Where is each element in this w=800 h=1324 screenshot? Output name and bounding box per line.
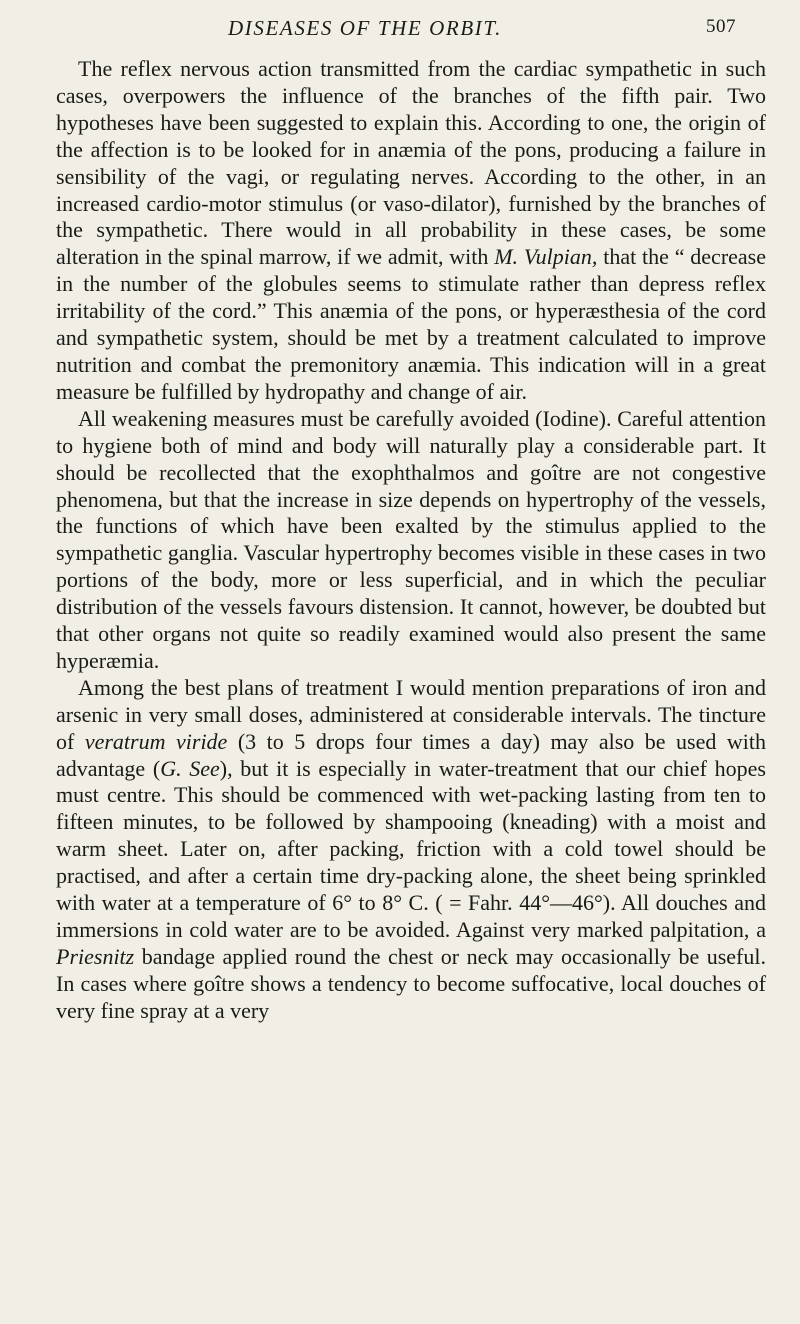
text-run: Among the best plans of treatment I would mention preparations of iron and arsenic in very small doses, administered at considerable intervals. The tincture of — [56, 674, 766, 754]
author-name: Priesnitz — [56, 943, 135, 969]
paragraph-2 — [56, 406, 766, 675]
page-number: 507 — [706, 16, 736, 37]
author-name: G. See — [160, 755, 220, 781]
text-run: The reflex nervous action transmitted from the cardiac sympathetic in such cases, overpowers the influence of the branches of the fifth pair. Two hypotheses have been suggested to explain this. According to one, the origin of the affection is to be looked for in anæmia of the pons, producing a failure in sensibility of the vagi, or regulating nerves. According to the other, in an increased cardio-motor stimulus (or vaso-dilator), furnished by the branches of the sympathetic. There would in all probability in these cases, be some alteration in the spinal marrow, if we admit, with — [56, 56, 766, 270]
text-run: All weakening measures must be carefully avoided (Iodine). Careful attention to hygiene both of mind and body will naturally play a considerable part. It should be recollected that the exophthalmos and goître are not congestive phenomena, but that the increase in size depends on hypertrophy of the vessels, the functions of which have been exalted by the stimulus applied to the sympathetic ganglia. Vascular hypertrophy becomes visible in these cases in two portions of the body, more or less superficial, and in which the peculiar distribution of the vessels favours distension. It cannot, however, be doubted but that other organs not quite so readily examined would also present the same hyperæmia. — [56, 405, 766, 673]
drug-name: veratrum viride — [84, 728, 228, 754]
body-text — [56, 56, 766, 1025]
running-title: DISEASES OF THE ORBIT. — [228, 16, 502, 40]
running-header — [0, 16, 800, 46]
paragraph-1 — [56, 56, 766, 406]
author-name: M. Vulpian, — [494, 244, 598, 270]
text-run: bandage applied round the chest or neck may occasionally be useful. In cases where goître shows a tendency to become suffocative, local douches of very fine spray at a very — [56, 943, 766, 1023]
paragraph-3 — [56, 675, 766, 1025]
text-run: that the “ decrease in the number of the globules seems to stimulate rather than depress reflex irritability of the cord.” This anæmia of the pons, or hyperæsthesia of the cord and sympathetic system, should be met by a treatment calculated to improve nutrition and combat the premonitory anæmia. This indication will in a great measure be fulfilled by hydropathy and change of air. — [56, 244, 767, 404]
text-run: ), but it is especially in water-treatment that our chief hopes must centre. This should be commenced with wet-packing lasting from ten to fifteen minutes, to be followed by shampooing (kneading) with a moist and warm sheet. Later on, after packing, friction with a cold towel should be practised, and after a certain time dry-packing alone, the sheet being sprinkled with water at a temperature of 6° to 8° C. ( = Fahr. 44°—46°). All douches and immersions in cold water are to be avoided. Against very marked palpitation, a — [56, 755, 766, 942]
text-run: (3 to 5 drops four times a day) may also be used with advantage ( — [56, 728, 767, 781]
